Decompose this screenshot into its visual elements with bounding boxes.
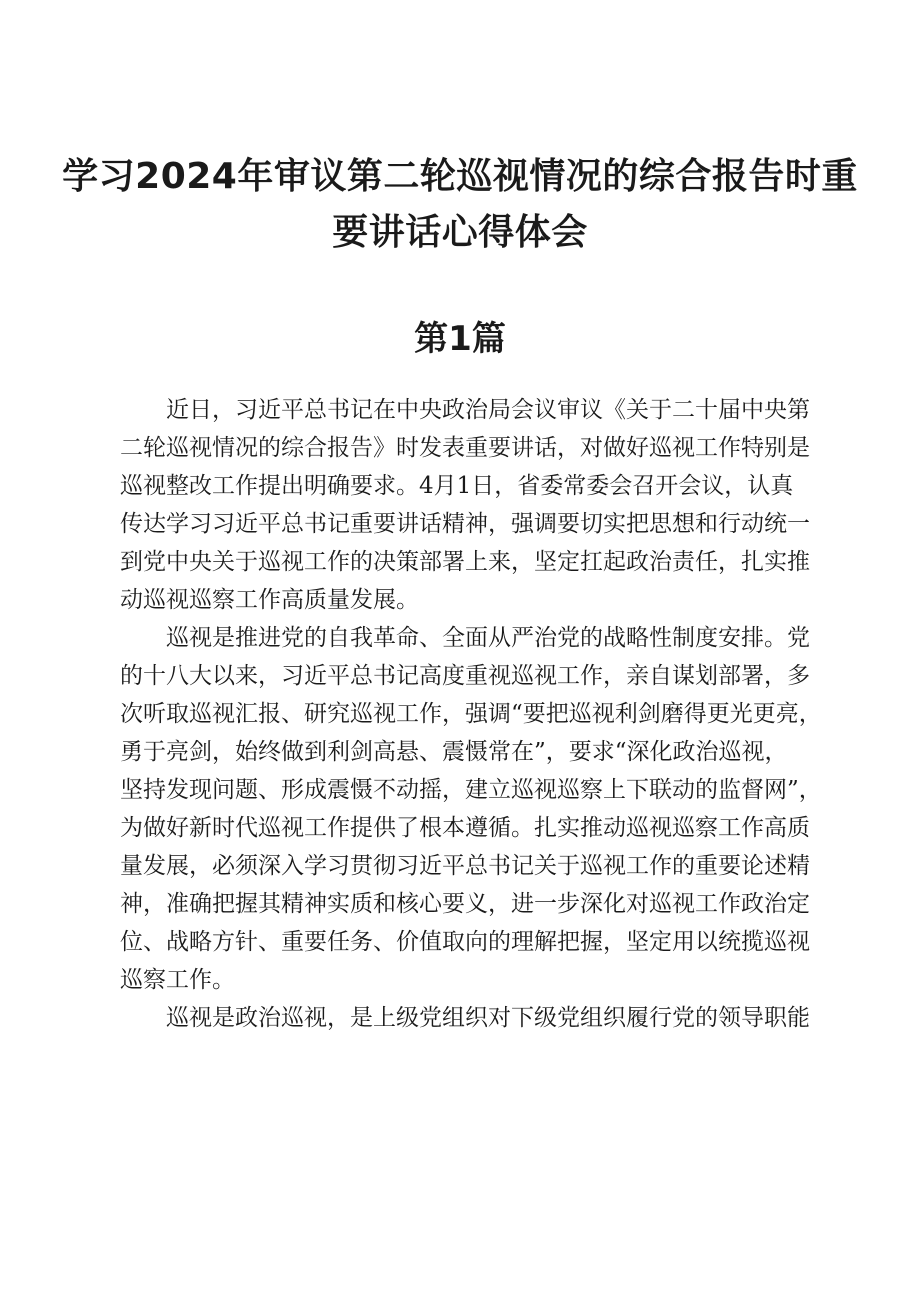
document-body [120,391,820,1037]
paragraph-line: 传达学习习近平总书记重要讲话精神，强调要切实把思想和行动统一 [120,511,810,537]
paragraph-line: 近日，习近平总书记在中央政治局会议审议《关于二十届中央第 [166,397,810,423]
document-title-line-2: 要讲话心得体会 [332,212,588,253]
paragraph-line: 为做好新时代巡视工作提供了根本遵循。扎实推动巡视巡察工作高质 [120,815,810,841]
paragraph-1 [120,391,820,619]
paragraph-line: 到党中央关于巡视工作的决策部署上来，坚定扛起政治责任，扎实推 [120,549,810,575]
paragraph-line: 巡视是政治巡视，是上级党组织对下级党组织履行党的领导职能 [166,1005,810,1031]
paragraph-2 [120,619,820,999]
paragraph-line: 的十八大以来，习近平总书记高度重视巡视工作，亲自谋划部署，多 [120,663,810,689]
paragraph-line: 次听取巡视汇报、研究巡视工作，强调“要把巡视利剑磨得更光更亮， [120,701,822,727]
document-title-line-1: 学习2024年审议第二轮巡视情况的综合报告时重 [62,156,858,197]
paragraph-line: 量发展，必须深入学习贯彻习近平总书记关于巡视工作的重要论述精 [120,853,810,879]
paragraph-line: 位、战略方针、重要任务、价值取向的理解把握，坚定用以统揽巡视 [120,929,810,955]
paragraph-line: 二轮巡视情况的综合报告》时发表重要讲话，对做好巡视工作特别是 [120,435,810,461]
paragraph-line: 勇于亮剑，始终做到利剑高悬、震慑常在”，要求“深化政治巡视， [120,739,788,765]
paragraph-line: 巡视整改工作提出明确要求。4月1日，省委常委会召开会议，认真 [120,473,794,499]
section-heading: 第1篇 [414,319,506,359]
paragraph-line: 神，准确把握其精神实质和核心要义，进一步深化对巡视工作政治定 [120,891,810,917]
paragraph-line: 动巡视巡察工作高质量发展。 [120,587,419,613]
paragraph-line: 巡视是推进党的自我革命、全面从严治党的战略性制度安排。党 [166,625,810,651]
paragraph-line: 坚持发现问题、形成震慑不动摇，建立巡视巡察上下联动的监督网”， [120,777,822,803]
paragraph-3 [120,999,820,1037]
paragraph-line: 巡察工作。 [120,967,235,993]
